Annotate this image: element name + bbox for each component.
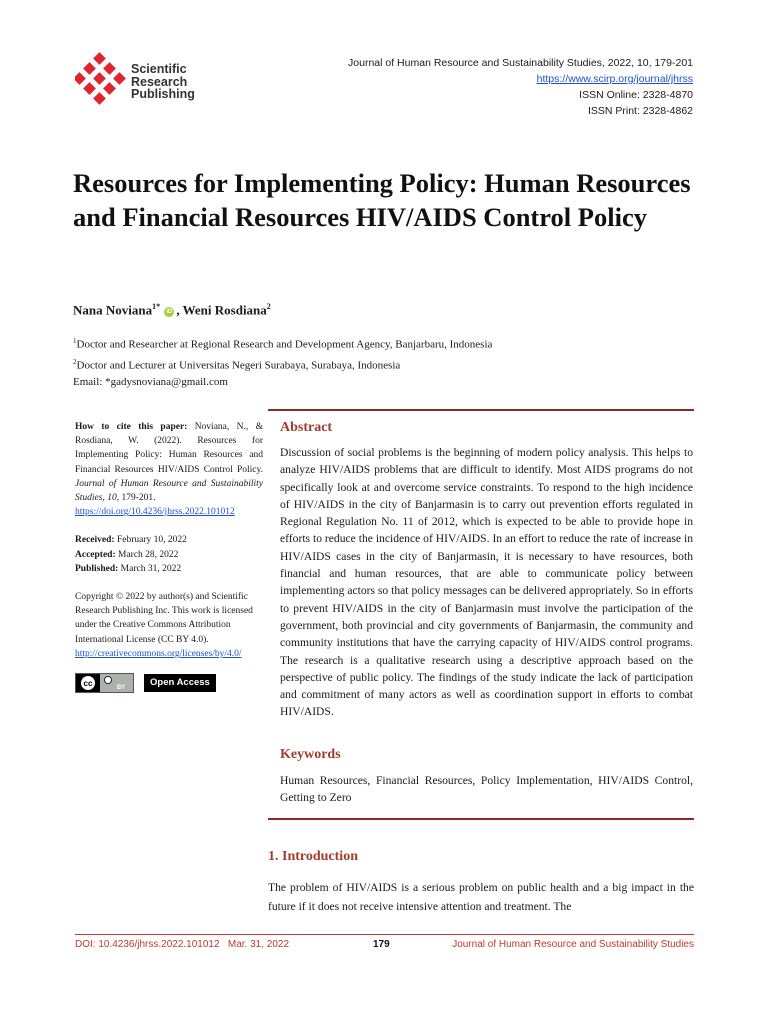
accepted-label: Accepted: bbox=[75, 549, 116, 560]
cc-text: cc bbox=[83, 679, 93, 688]
section-rule-top bbox=[268, 409, 694, 411]
citation-block bbox=[75, 420, 263, 519]
issn-online: ISSN Online: 2328-4870 bbox=[579, 89, 693, 101]
keywords-heading: Keywords bbox=[280, 747, 341, 762]
introduction-text: The problem of HIV/AIDS is a serious problem on public health and a big impact in the future if it does not receive intensive attention and treatment. The bbox=[268, 881, 694, 913]
footer-rule bbox=[75, 934, 694, 935]
published-date: March 31, 2022 bbox=[118, 563, 182, 574]
publisher-name bbox=[131, 63, 195, 101]
by-text: BY bbox=[116, 685, 126, 691]
copyright-block bbox=[75, 590, 263, 661]
cite-pages: 179-201. bbox=[119, 493, 156, 504]
orcid-icon[interactable]: iD bbox=[166, 309, 173, 316]
journal-citation-line: Journal of Human Resource and Sustainability Studies, 2022, 10, 179-201 bbox=[348, 57, 693, 69]
introduction-heading: 1. Introduction bbox=[268, 849, 358, 864]
affiliation-marker: 1 bbox=[73, 337, 77, 345]
cite-journal: Journal of Human Resource and Sustainability Studies, 10, bbox=[75, 478, 263, 504]
affiliation-1 bbox=[73, 333, 492, 354]
footer-doi-date bbox=[75, 939, 289, 950]
cite-text: Noviana, N., & Rosdiana, W. (2022). Resources for Implementing Policy: Human Resources and Financial Resources HIV/AIDS Control Policy. bbox=[75, 422, 263, 475]
page-number: 179 bbox=[373, 939, 390, 950]
doi-link[interactable]: https://doi.org/10.4236/jhrss.2022.101012 bbox=[75, 507, 235, 518]
open-access-badge: Open Access bbox=[144, 674, 216, 692]
author-list bbox=[73, 302, 271, 318]
dates-block bbox=[75, 533, 263, 576]
published-label: Published: bbox=[75, 563, 119, 574]
accepted-date: March 28, 2022 bbox=[115, 549, 179, 560]
received-label: Received: bbox=[75, 535, 115, 546]
author-affiliation-marker: 1* bbox=[152, 302, 161, 311]
footer-doi: DOI: 10.4236/jhrss.2022.101012 bbox=[75, 939, 220, 950]
copyright-text: Copyright © 2022 by author(s) and Scientific Research Publishing Inc. This work is licensed under the Creative Commons Attribution International License (CC BY 4.0). bbox=[75, 592, 253, 645]
license-link[interactable]: http://creativecommons.org/licenses/by/4.0/ bbox=[75, 648, 242, 659]
section-rule-bottom bbox=[268, 818, 694, 820]
publisher-name-line: Scientific bbox=[131, 62, 187, 76]
affiliation-2 bbox=[73, 354, 492, 375]
affiliation-marker: 2 bbox=[73, 357, 77, 366]
publisher-name-line: Research bbox=[131, 74, 188, 89]
cc-by-badge[interactable] bbox=[75, 673, 134, 693]
cite-label: How to cite this paper: bbox=[75, 422, 188, 432]
footer-journal: Journal of Human Resource and Sustainability Studies bbox=[452, 939, 694, 950]
publisher-logo-mark bbox=[75, 52, 135, 112]
author-affiliation-marker: 2 bbox=[266, 302, 271, 311]
affiliation-text: Doctor and Researcher at Regional Research and Development Agency, Banjarbaru, Indonesia bbox=[76, 338, 493, 351]
affiliations bbox=[73, 333, 492, 391]
journal-url-link[interactable]: https://www.scirp.org/journal/jhrss bbox=[536, 73, 693, 85]
issn-print: ISSN Print: 2328-4862 bbox=[587, 105, 693, 117]
abstract-text: Discussion of social problems is the beginning of modern policy analysis. This helps to analyze HIV/AIDS problems that are difficult to identify. Most AIDS programs do not specifically look at and overcome service constraints. To respond to the high incidence of HIV/AIDS in the city of Banjarmasin is to carry out prevention efforts regulated in Regional Regulation No. 11 of 2012, which is expected to be able to provide hope in efforts to reduce the incidence of HIV/AIDS. In an effort to reduce the rate of increase in HIV/AIDS cases in the city of Banjarmasin, it is necessary to have resources, both financial and human resources, that are able to communicate policy between implementing actors so that policy messages can be delivered appropriately. So in efforts to prevent HIV/AIDS in the city of Banjarmasin must involve the participation of the government, both provincial and city governments of Banjarmasin, the community and community institutions that have the carrying capacity of HIV/AIDS control programs. The research is a qualitative research using a descriptive approach based on the perspective of public policy. The findings of the study indicate the lack of participation and commitment of many actors as well as coordination support in efforts to combat HIV/AIDS. bbox=[280, 446, 693, 719]
keywords-text: Human Resources, Financial Resources, Policy Implementation, HIV/AIDS Control, Getting to Zero bbox=[280, 774, 693, 805]
received-date: February 10, 2022 bbox=[114, 535, 187, 546]
author-name: Weni Rosdiana bbox=[182, 302, 267, 318]
license-badges bbox=[75, 673, 216, 693]
article-info-sidebar bbox=[75, 420, 263, 661]
footer-date: Mar. 31, 2022 bbox=[227, 939, 290, 950]
corresponding-email: Email: *gadysnoviana@gmail.com bbox=[73, 376, 228, 389]
paper-title: Resources for Implementing Policy: Human Resources and Financial Resources HIV/AIDS Control Policy bbox=[73, 168, 691, 232]
publisher-name-line: Publishing bbox=[131, 87, 195, 101]
affiliation-text: Doctor and Lecturer at Universitas Negeri Surabaya, Surabaya, Indonesia bbox=[76, 359, 401, 372]
author-separator: , bbox=[176, 302, 183, 318]
author-name: Nana Noviana bbox=[73, 302, 153, 318]
cc-logo-icon bbox=[76, 674, 133, 692]
journal-header bbox=[348, 55, 693, 119]
abstract-heading: Abstract bbox=[280, 420, 333, 435]
